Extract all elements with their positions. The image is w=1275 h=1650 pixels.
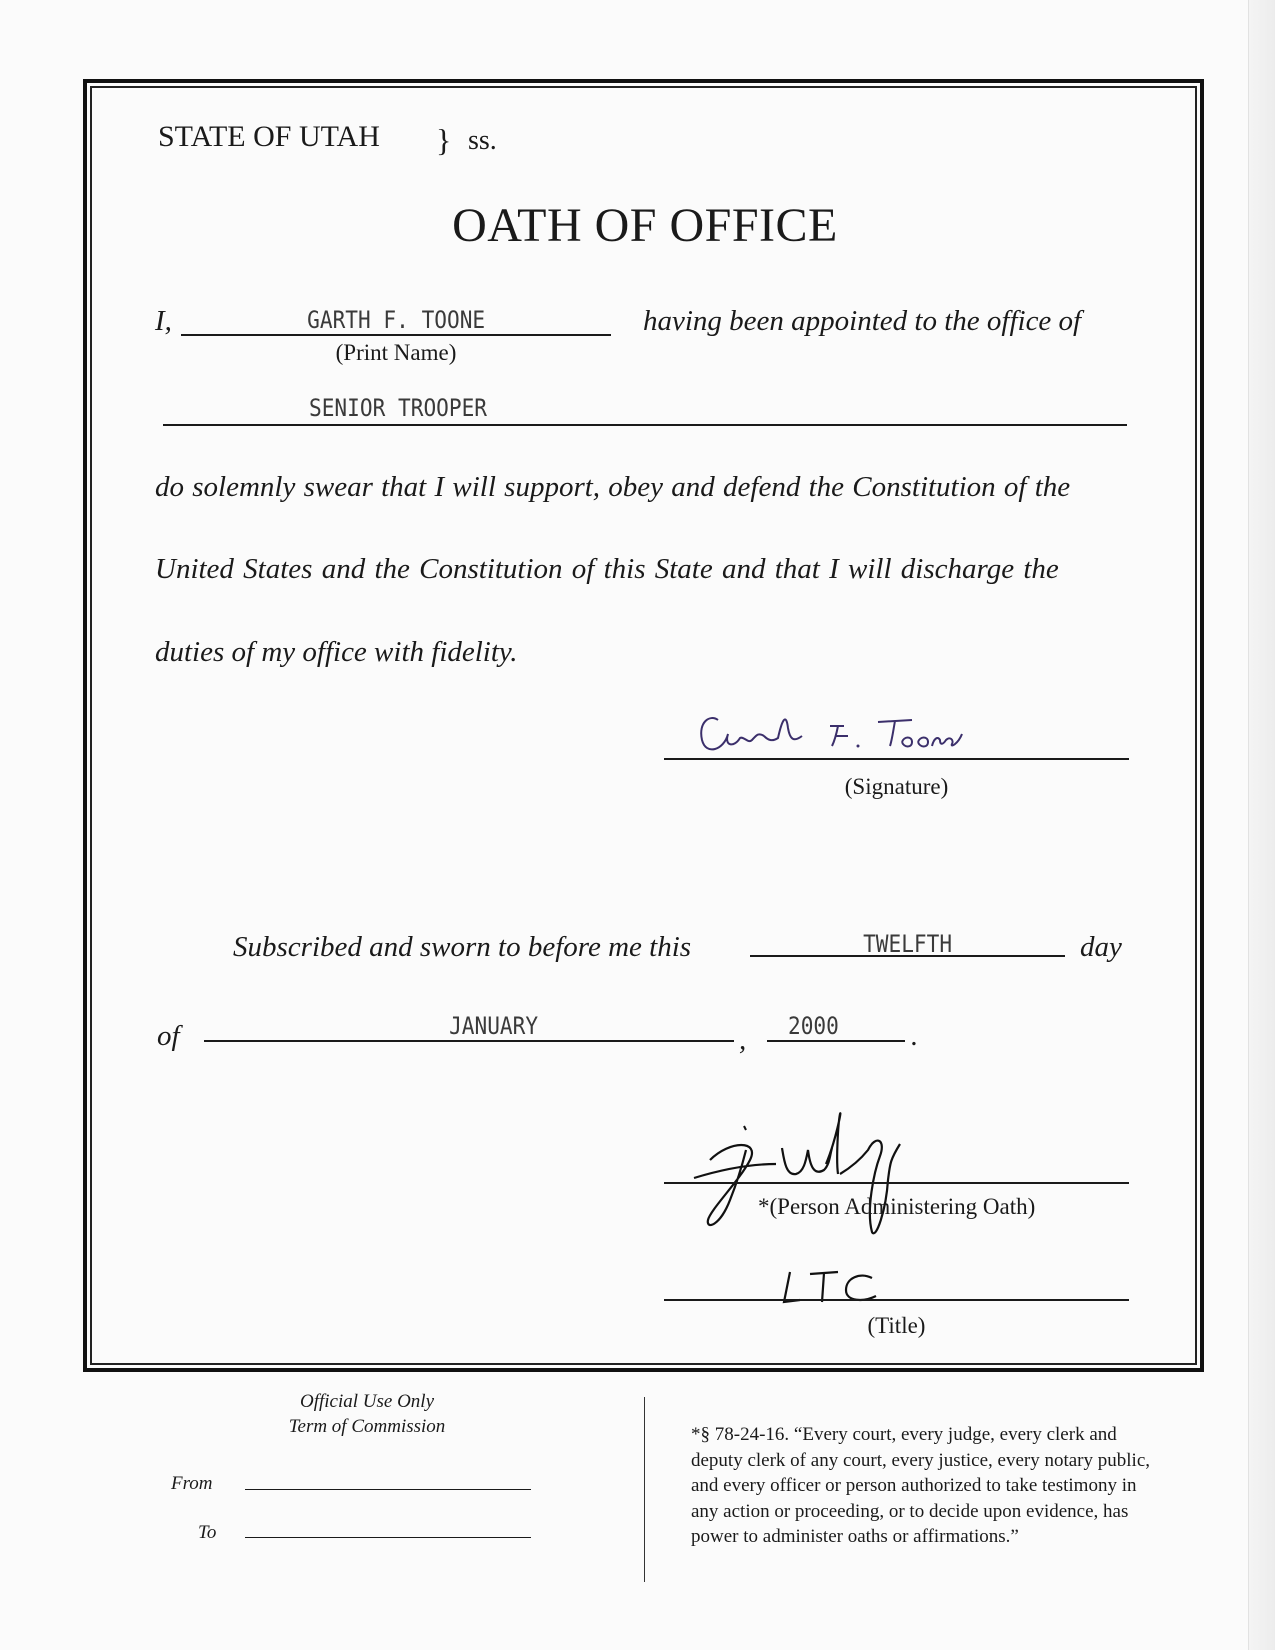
title-line — [664, 1299, 1129, 1301]
name-value: GARTH F. TOONE — [306, 306, 486, 334]
year-line — [767, 1040, 905, 1042]
statute-footnote: *§ 78-24-16. “Every court, every judge, every clerk and deputy clerk of any court, every justice, every notary public, and every officer or person authorized to take testimony in any action or proceeding, or to decide upon evidence, has power to administer oaths or affirmations.” — [691, 1424, 1150, 1547]
oath-line-3: duties of my office with fidelity. — [155, 636, 518, 668]
inner-border — [90, 86, 1197, 1365]
name-line — [181, 334, 611, 336]
month-value-wrap — [204, 1012, 784, 1040]
document-title: OATH OF OFFICE — [452, 199, 838, 252]
signature-line — [664, 758, 1129, 760]
administrator-caption: *(Person Administering Oath) — [758, 1194, 1036, 1219]
month-value: JANUARY — [449, 1012, 539, 1040]
office-value-wrap — [309, 394, 511, 422]
print-name-caption: (Print Name) — [335, 340, 457, 365]
to-line — [245, 1537, 531, 1538]
title-caption: (Title) — [867, 1313, 926, 1338]
year-value-wrap — [788, 1012, 846, 1040]
year-value: 2000 — [788, 1012, 839, 1040]
name-value-wrap — [181, 306, 611, 334]
oath-line-1: do solemnly swear that I will support, obey and defend the Constitution of the — [155, 471, 1071, 503]
office-line — [163, 424, 1127, 426]
toone-signature — [690, 706, 990, 766]
administrator-line — [664, 1182, 1129, 1184]
from-label: From — [171, 1473, 213, 1494]
oath-line-2: United States and the Constitution of this State and that I will discharge the — [155, 553, 1059, 585]
i-prefix: I, — [155, 305, 172, 337]
ltc-handwritten — [780, 1268, 900, 1308]
office-value: SENIOR TROOPER — [309, 394, 488, 422]
of-label: of — [157, 1020, 180, 1052]
comma: , — [739, 1024, 747, 1056]
footer-divider — [644, 1397, 645, 1582]
official-use-heading: Official Use Only — [299, 1391, 435, 1412]
state-brace: } — [436, 122, 452, 158]
month-line — [204, 1040, 734, 1042]
day-label: day — [1080, 931, 1122, 963]
from-line — [245, 1489, 531, 1490]
day-value-wrap — [750, 930, 1065, 958]
term-heading: Term of Commission — [288, 1416, 446, 1437]
day-value: TWELFTH — [862, 930, 953, 958]
period: . — [911, 1020, 919, 1052]
to-label: To — [198, 1522, 217, 1543]
signature-caption: (Signature) — [844, 774, 949, 799]
ss-label: ss. — [468, 125, 497, 156]
state-label: STATE OF UTAH — [158, 120, 380, 153]
subscribed-text: Subscribed and sworn to before me this — [233, 931, 692, 963]
appointed-text: having been appointed to the office of — [643, 305, 1082, 337]
